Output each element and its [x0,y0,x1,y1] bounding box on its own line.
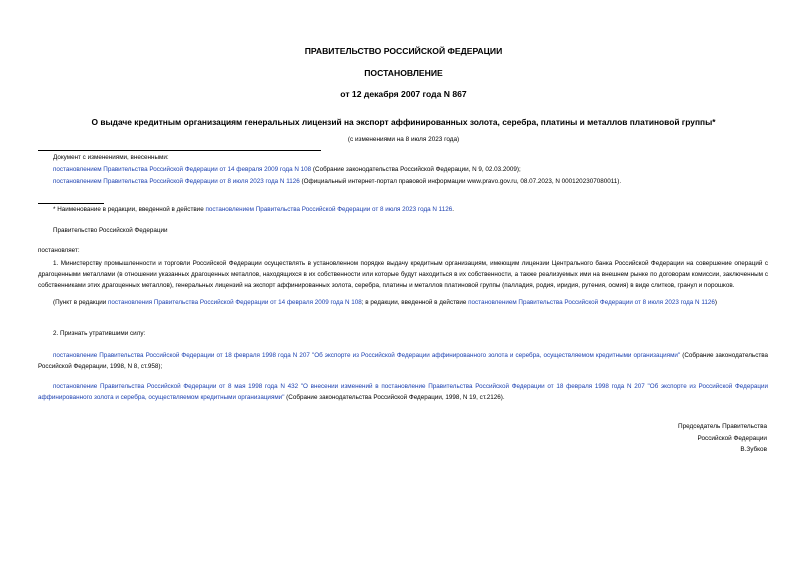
paragraph-1-note-prefix: (Пункт в редакции [53,299,108,306]
changes-item-2 [53,176,621,188]
changes-item-1-source: (Собрание законодательства Российской Федерации, N 9, 02.03.2009); [311,166,521,173]
issuing-body: Правительство Российской Федерации [53,227,168,234]
footnote-link[interactable]: постановлением Правительства Российской Федерации от 8 июля 2023 года N 1126 [205,206,453,213]
paragraph-1-note-link-2[interactable]: постановлением Правительства Российской Федерации от 8 июля 2023 года N 1126 [468,299,715,306]
repealed-item-1-source: (Собрание законодательства Российской Федерации, 1998, N 8, ст.958); [38,352,769,370]
government-heading: ПРАВИТЕЛЬСТВО РОССИЙСКОЙ ФЕДЕРАЦИИ [304,46,503,56]
paragraph-2: 2. Признать утратившими силу: [53,330,146,337]
document-title: О выдаче кредитным организациям генеральных лицензий на экспорт аффинированных золота, серебра, платины и металлов платиновой группы* [91,117,716,127]
paragraph-1-note-mid: ; в редакции, введенной в действие [361,299,469,306]
repealed-item-2-source: (Собрание законодательства Российской Федерации, 1998, N 19, ст.2126). [284,394,505,401]
document-type: ПОСТАНОВЛЕНИЕ [364,68,443,78]
divider [38,150,321,151]
footnote [53,204,454,216]
repealed-item-2 [38,381,768,403]
footnote-suffix: . [452,206,454,213]
signature-position: Председатель Правительства [678,423,767,430]
decides-label: постановляет: [38,247,80,254]
changes-item-2-link[interactable]: постановлением Правительства Российской Федерации от 8 июля 2023 года N 1126 [53,178,300,185]
repealed-item-2-link[interactable]: постановление Правительства Российской Федерации от 8 мая 1998 года N 432 "О внесении изменений в постановление Правительства Российской Федерации от 18 февраля 1998 года N 207 "Об экспорте из Российской Федерации аффинированного золота и серебра, осуществляемом кредитными организациями" [38,383,768,401]
paragraph-1-note-link-1[interactable]: постановления Правительства Российской Федерации от 14 февраля 2009 года N 108 [108,299,362,306]
changes-item-1 [53,164,521,176]
changes-item-1-link[interactable]: постановлением Правительства Российской Федерации от 14 февраля 2009 года N 108 [53,166,312,173]
repealed-item-1 [38,350,768,372]
repealed-item-1-link[interactable]: постановление Правительства Российской Федерации от 18 февраля 1998 года N 207 "Об экспорте из Российской Федерации аффинированного золота и серебра, осуществляемом кредитными организациями" [53,352,681,359]
changes-item-2-source: (Официальный интернет-портал правовой информации www.pravo.gov.ru, 08.07.2023, N 0001202307080011). [299,178,622,185]
signature-name: В.Зубков [740,446,767,453]
signature-block [678,421,767,456]
paragraph-1-note [38,297,768,308]
paragraph-1: 1. Министерству промышленности и торговли Российской Федерации осуществлять в установленном порядке выдачу кредитным организациям, имеющим лицензии Центрального банка Российской Федерации на совершение операций с драгоценными металлами (в отношении указанных драгоценных металлов, находящихся в их собственности или которые будут находиться в их собственности, а также реализуемых ими на внешнем рынке по договорам комиссии, заключенным с собственниками этих драгоценных металлов), генеральных лицензий на экспорт аффинированных золота, серебра, платины и металлов платиновой группы (палладия, родия, иридия, рутения, осмия) в виде слитков, гранул и порошков. [38,260,768,289]
document-date-number: от 12 декабря 2007 года N 867 [340,89,467,99]
footnote-prefix: * Наименование в редакции, введенной в действие [53,206,206,213]
changes-intro: Документ с изменениями, внесенными: [53,154,169,161]
paragraph-1-note-suffix: ) [714,299,717,306]
changes-note: (с изменениями на 8 июля 2023 года) [347,136,460,143]
signature-organization: Российской Федерации [697,434,767,442]
